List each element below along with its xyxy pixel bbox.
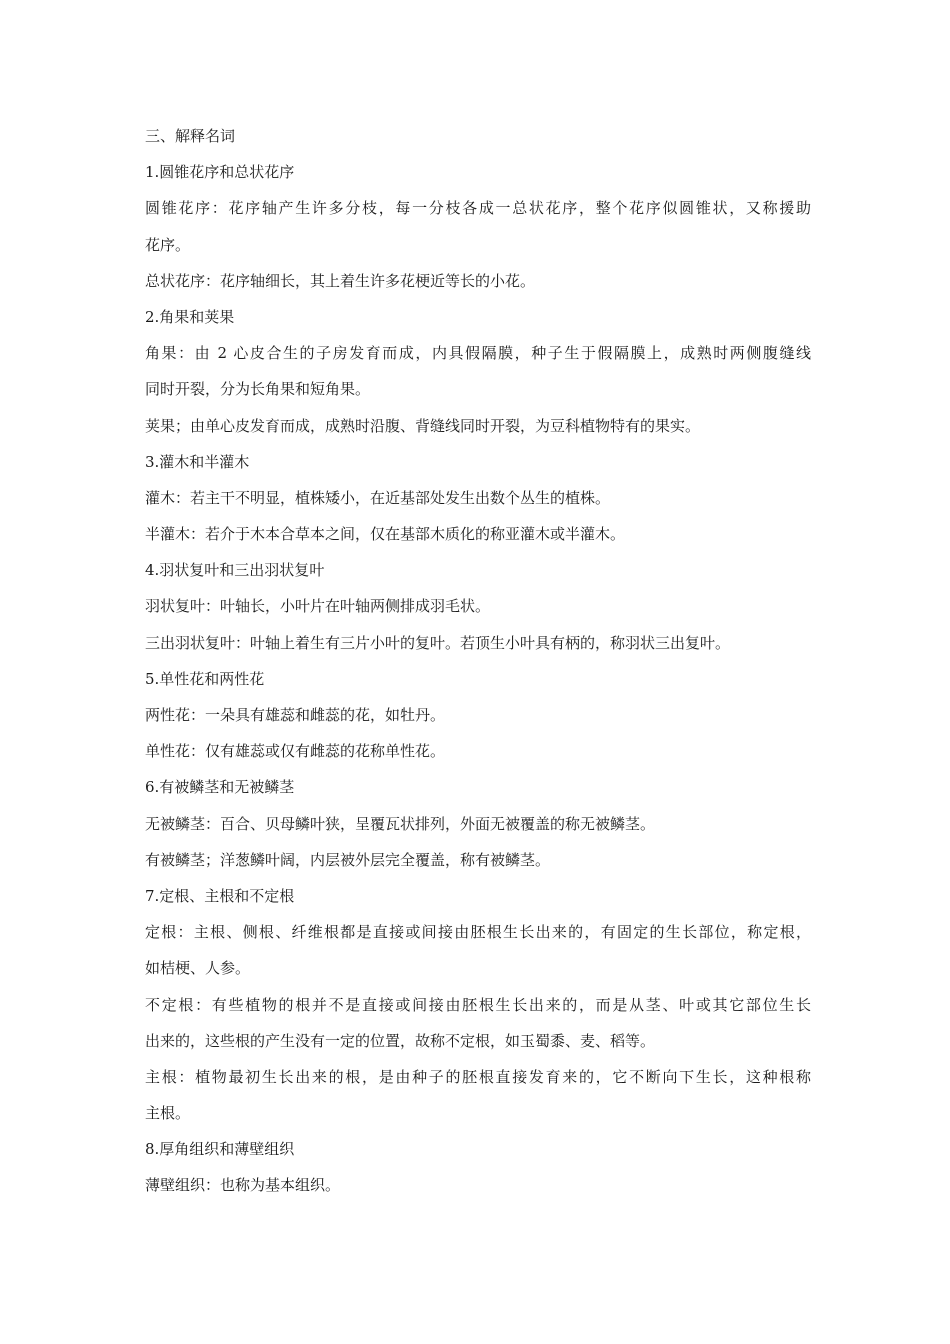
- document-body: [145, 118, 811, 1204]
- definition-text: 两性花：一朵具有雄蕊和雌蕊的花，如牡丹。: [145, 706, 446, 724]
- term-heading: 2.角果和荚果: [145, 307, 235, 326]
- definition-text: 如桔梗、人参。: [145, 959, 251, 978]
- definition-text: 无被鳞茎：百合、贝母鳞叶狭，呈覆瓦状排列，外面无被覆盖的称无被鳞茎。: [145, 814, 656, 833]
- definition-text: 总状花序：花序轴细长，其上着生许多花梗近等长的小花。: [145, 271, 536, 290]
- definition-text: 不定根：有些植物的根并不是直接或间接由胚根生长出来的，而是从茎、叶或其它部位生长: [145, 995, 811, 1014]
- definition-text: 单性花：仅有雄蕊或仅有雌蕊的花称单性花。: [145, 742, 446, 761]
- term-heading: 8.厚角组织和薄壁组织: [145, 1140, 295, 1159]
- definition-text: 主根。: [145, 1104, 191, 1123]
- definition-text: 灌木：若主干不明显，植株矮小，在近基部处发生出数个丛生的植株。: [145, 488, 611, 507]
- definition-text: 薄壁组织：也称为基本组织。: [145, 1176, 341, 1195]
- definition-text: 花序。: [145, 235, 191, 254]
- term-heading: 4.羽状复叶和三出羽状复叶: [145, 561, 325, 580]
- definition-text: 主根：植物最初生长出来的根，是由种子的胚根直接发育来的，它不断向下生长，这种根称: [145, 1067, 811, 1086]
- definition-text: 半灌木：若介于木本合草本之间，仅在基部木质化的称亚灌木或半灌木。: [145, 525, 626, 544]
- term-heading: 6.有被鳞茎和无被鳞茎: [145, 778, 295, 797]
- section-heading: 三、解释名词: [145, 127, 236, 145]
- definition-text: 有被鳞茎；洋葱鳞叶阔，内层被外层完全覆盖，称有被鳞茎。: [145, 850, 551, 869]
- definition-text: 角果：由 2 心皮合生的子房发育而成，内具假隔膜，种子生于假隔膜上，成熟时两侧腹缝线: [145, 344, 811, 363]
- term-heading: 7.定根、主根和不定根: [145, 886, 295, 905]
- definition-text: 出来的，这些根的产生没有一定的位置，故称不定根，如玉蜀黍、麦、稻等。: [145, 1031, 656, 1050]
- definition-text: 同时开裂，分为长角果和短角果。: [145, 380, 371, 399]
- definition-text: 三出羽状复叶：叶轴上着生有三片小叶的复叶。若顶生小叶具有柄的，称羽状三出复叶。: [145, 633, 731, 652]
- term-heading: 3.灌木和半灌木: [145, 452, 250, 471]
- term-heading: 5.单性花和两性花: [145, 669, 265, 688]
- term-heading: 1.圆锥花序和总状花序: [145, 163, 295, 182]
- definition-text: 定根：主根、侧根、纤维根都是直接或间接由胚根生长出来的，有固定的生长部位，称定根，: [145, 923, 811, 942]
- definition-text: 荚果；由单心皮发育而成，成熟时沿腹、背缝线同时开裂，为豆科植物特有的果实。: [145, 416, 701, 435]
- definition-text: 圆锥花序：花序轴产生许多分枝，每一分枝各成一总状花序，整个花序似圆锥状，又称援助: [145, 199, 811, 218]
- definition-text: 羽状复叶：叶轴长，小叶片在叶轴两侧排成羽毛状。: [145, 597, 491, 616]
